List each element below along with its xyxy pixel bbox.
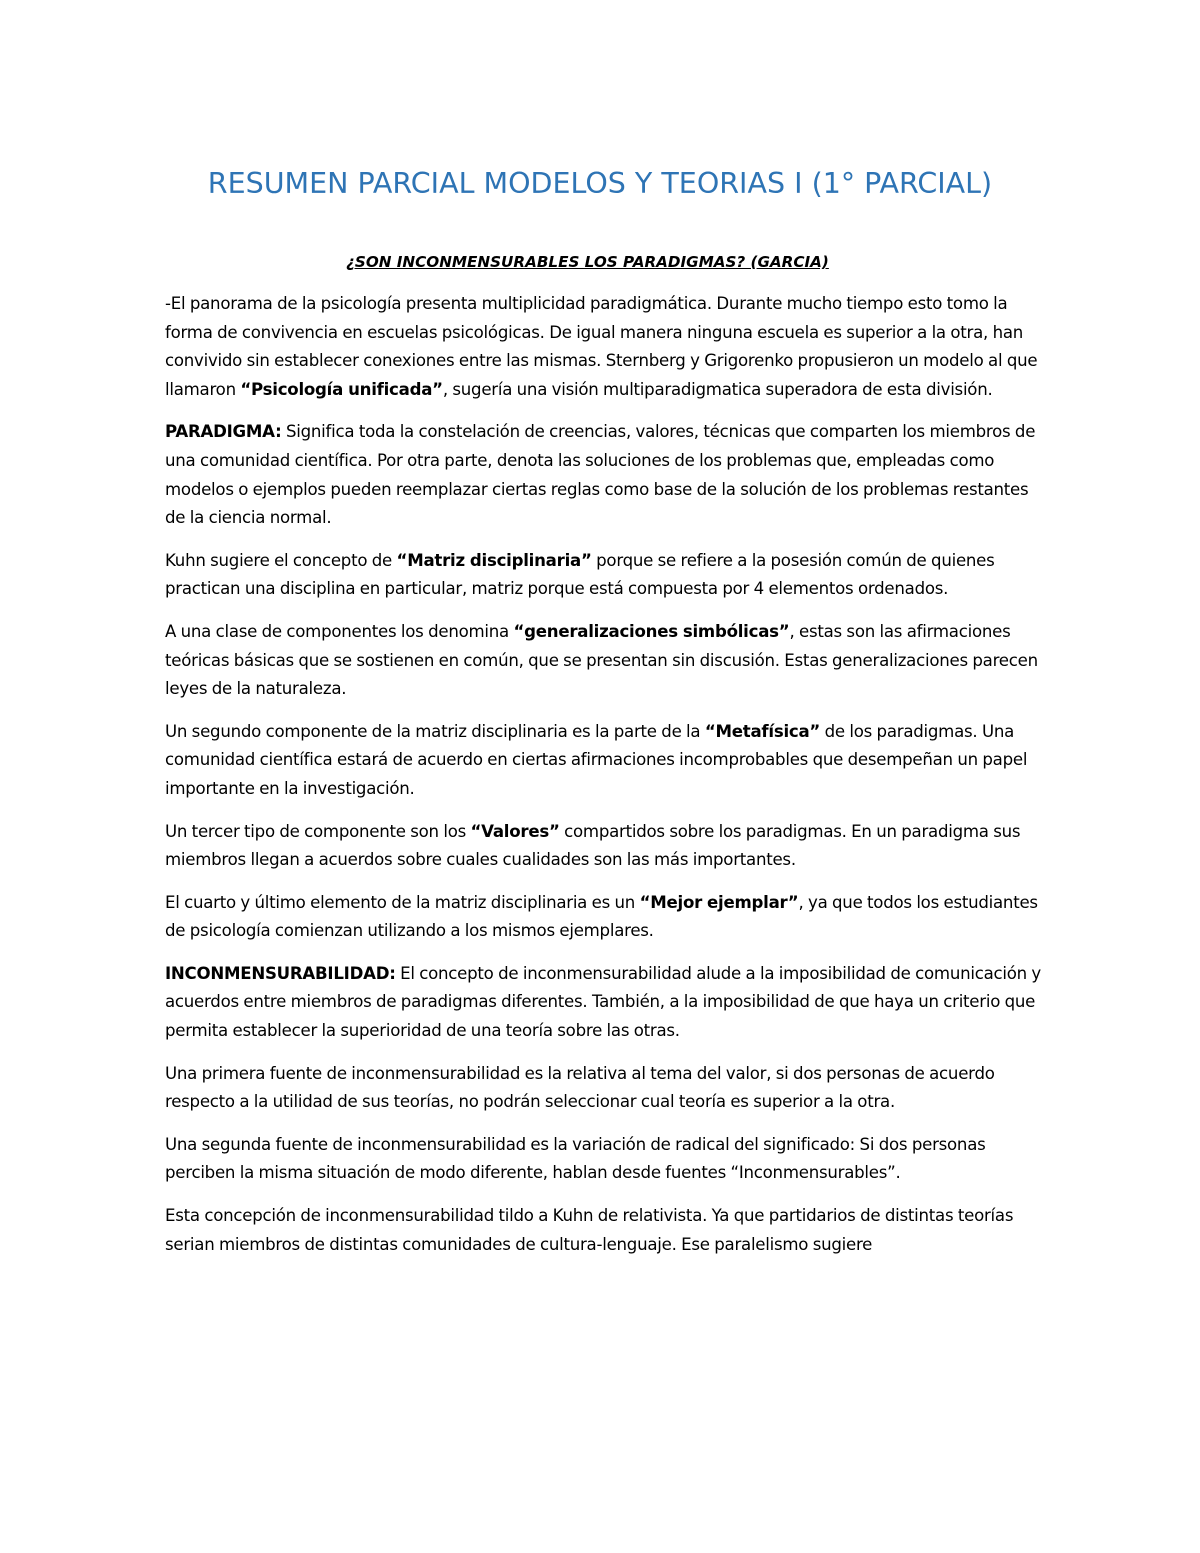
bold-text: “Mejor ejemplar”: [639, 892, 799, 912]
paragraph: [165, 818, 1045, 875]
bold-text: “Matriz disciplinaria”: [396, 550, 592, 570]
text-run: Kuhn sugiere el concepto de: [165, 550, 397, 570]
text-run: porque se refiere a la posesión común de quienes practican una disciplina en particular, matriz porque está compuesta por 4 elementos ordenados.: [165, 550, 995, 599]
bold-text: INCONMENSURABILIDAD:: [165, 963, 396, 983]
text-run: El concepto de inconmensurabilidad alude a la imposibilidad de comunicación y acuerdos entre miembros de paradigmas diferentes. También, a la imposibilidad de que haya un criterio que permita establecer la superioridad de una teoría sobre las otras.: [165, 963, 1042, 1041]
text-run: Significa toda la constelación de creencias, valores, técnicas que comparten los miembros de una comunidad científica. Por otra parte, denota las soluciones de los problemas que, empleadas como modelos o ejemplos pueden reemplazar ciertas reglas como base de la solución de los problemas restantes de la ciencia normal.: [165, 422, 1036, 528]
text-run: Un tercer tipo de componente son los: [165, 821, 471, 841]
paragraph: [165, 418, 1045, 532]
paragraph: [165, 960, 1045, 1046]
paragraph: [165, 1131, 1045, 1188]
document-title: RESUMEN PARCIAL MODELOS Y TEORIAS I (1° PARCIAL): [207, 167, 993, 200]
paragraph: [165, 547, 1045, 604]
bold-text: “Metafísica”: [704, 721, 821, 741]
text-run: Una primera fuente de inconmensurabilidad es la relativa al tema del valor, si dos personas de acuerdo respecto a la utilidad de sus teorías, no podrán seleccionar cual teoría es superior a la otra.: [165, 1063, 995, 1112]
paragraph: [165, 889, 1045, 946]
text-run: , estas son las afirmaciones teóricas básicas que se sostienen en común, que se presentan sin discusión. Estas generalizaciones parecen leyes de la naturaleza.: [165, 621, 1038, 699]
text-run: -El panorama de la psicología presenta multiplicidad paradigmática. Durante mucho tiempo esto tomo la forma de convivencia en escuelas psicológicas. De igual manera ninguna escuela es superior a la otra, han convivido sin establecer conexiones entre las mismas. Sternberg y Grigorenko propusieron un modelo al que llamaron: [165, 294, 1038, 399]
text-run: compartidos sobre los paradigmas. En un paradigma sus miembros llegan a acuerdos sobre cuales cualidades son las más importantes.: [165, 821, 1021, 870]
text-run: , sugería una visión multiparadigmatica superadora de esta división.: [442, 379, 993, 399]
paragraph: [165, 1202, 1045, 1259]
paragraph: [165, 1060, 1045, 1117]
text-run: Una segunda fuente de inconmensurabilidad es la variación de radical del significado: Si dos personas perciben la misma situación de modo diferente, hablan desde fuentes “Inconmensurables”.: [165, 1134, 986, 1183]
text-run: Un segundo componente de la matriz disciplinaria es la parte de la: [165, 721, 705, 741]
section-heading: ¿SON INCONMENSURABLES LOS PARADIGMAS? (GARCIA): [346, 253, 829, 271]
text-run: Esta concepción de inconmensurabilidad tildo a Kuhn de relativista. Ya que partidarios de distintas teorías serian miembros de distintas comunidades de cultura-lenguaje. Ese paralelismo sugiere: [165, 1206, 1014, 1254]
bold-text: “generalizaciones simbólicas”: [513, 621, 790, 641]
text-run: , ya que todos los estudiantes de psicología comienzan utilizando a los mismos ejemplares.: [165, 892, 1038, 941]
text-run: A una clase de componentes los denomina: [165, 621, 514, 641]
text-run: El cuarto y último elemento de la matriz disciplinaria es un: [165, 892, 640, 912]
bold-text: “Psicología unificada”: [240, 379, 443, 399]
document-body: [165, 290, 1045, 1273]
paragraph: [165, 290, 1045, 404]
bold-text: PARADIGMA:: [165, 422, 282, 442]
paragraph: [165, 718, 1045, 804]
bold-text: “Valores”: [470, 821, 560, 841]
paragraph: [165, 618, 1045, 704]
text-run: de los paradigmas. Una comunidad científica estará de acuerdo en ciertas afirmaciones incomprobables que desempeñan un papel importante en la investigación.: [165, 721, 1028, 798]
